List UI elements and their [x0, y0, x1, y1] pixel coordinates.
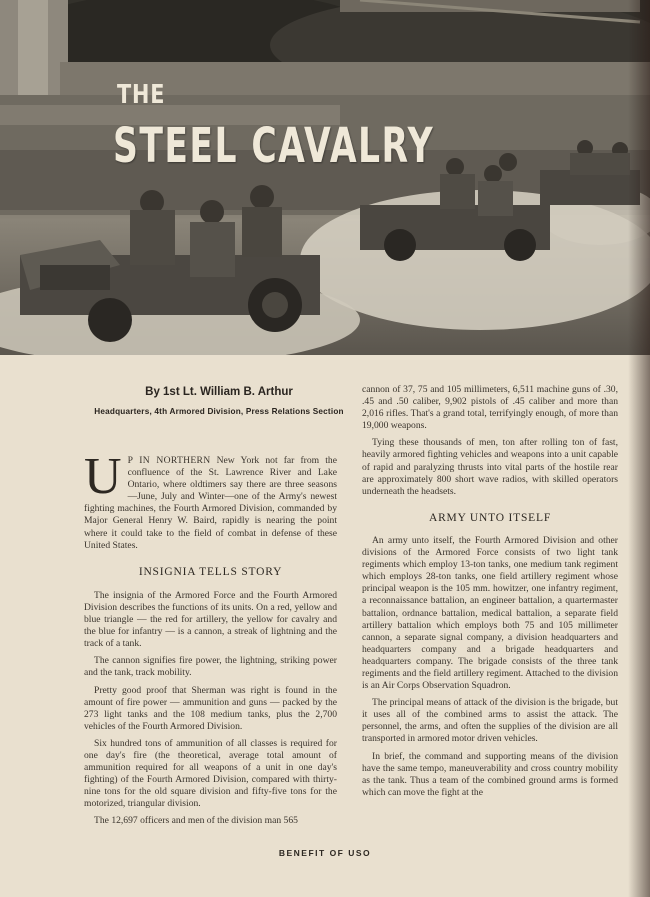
paragraph: In brief, the command and supporting means of the division have the same tempo, maneuverability and cross country mobility as the tank. Thus a team of the combined ground arms is formed which can move the fight at the	[362, 750, 618, 798]
title-small: THE	[117, 80, 166, 110]
page-footer: BENEFIT OF USO	[278, 848, 372, 858]
paragraph: Tying these thousands of men, ton after rolling ton of fast, heavily armored fighting vehicles and weapons into a unit capable of rapid and paralyzing thrusts into vital parts of the hostile rear are approximately 800 short wave radios, with skilled operators underneath the headsets.	[362, 437, 618, 497]
section-heading-army: ARMY UNTO ITSELF	[428, 511, 552, 524]
jeeps-river-photo	[0, 0, 650, 355]
byline	[86, 386, 352, 416]
header-photo	[0, 0, 650, 355]
paragraph: The cannon signifies fire power, the lightning, striking power and the tank, track mobility.	[84, 655, 337, 679]
section-heading-insignia: INSIGNIA TELLS STORY	[138, 565, 283, 578]
paragraph: Six hundred tons of ammunition of all classes is required for one day's fire (the theoretical, average total amount of ammunition required for all weapons of a unit in one day's fighting) of the Fourth Armored Division, compared with thirty-nine tons for the old square division and fifty-five tons for the motorized, triangular division.	[84, 737, 337, 810]
paragraph: The insignia of the Armored Force and the Fourth Armored Division describes the functions of its units. On a red, yellow and blue triangle — the red for artillery, the yellow for cavalry and the blue for infantry — is a cannon, a streak of lightning and the track of a tank.	[84, 589, 337, 650]
paragraph: cannon of 37, 75 and 105 millimeters, 6,511 machine guns of .30, .45 and .50 caliber, 9,902 pistols of .45 caliber and more than 2,016 rifles. That's a grand total, terrifyingly enough, of more than 19,000 weapons.	[362, 384, 618, 432]
lead-caps: P IN NORTHERN	[127, 455, 211, 466]
paragraph: The principal means of attack of the division is the brigade, but it uses all of the combined arms to assist the attack. The personnel, the arms, and often the supplies of the division are all transported in armored motor driven vehicles.	[362, 697, 618, 745]
dropcap: U	[84, 448, 122, 505]
page-edge-shadow	[628, 0, 650, 897]
affiliation: Headquarters, 4th Armored Division, Press Relations Section	[94, 407, 344, 416]
lead-text: New York not far from the confluence of the St. Lawrence River and Lake Ontario, where oldtimers say there are three seasons—June, July and Winter—one of the Army's newest fighting machines, the Fourth Armored Division, commanded by Major General Henry W. Baird, rapidly is nearing the point where it could take to the field of combat in defense of these United States.	[84, 455, 337, 551]
paragraph: An army unto itself, the Fourth Armored Division and other divisions of the Armored Force consists of two light tank regiments which employ 13-ton tanks, one medium tank regiment which employs 28-ton tanks, one field artillery regiment whose principal weapon is the 105 mm. howitzer, one infantry regiment, a reconnaissance battalion, an engineer battalion, a quartermaster battalion, ordnance battalion, medical battalion, a separate field artillery battalion which employs both 75 and 105 millimeter cannon, a separate signal company, a division headquarters and headquarters company and a brigade headquarters and headquarters company. The brigade consists of the three tank regiments and the field artillery regiment. Attached to the division is an Air Corps Observation Squadron.	[362, 534, 618, 692]
author: By 1st Lt. William B. Arthur	[145, 386, 293, 398]
page-title: STEEL CAVALRY	[113, 118, 435, 174]
paragraph: The 12,697 officers and men of the division man 565	[94, 815, 298, 827]
article-column-left	[84, 448, 337, 833]
article-column-right	[362, 384, 618, 804]
lead-paragraph	[84, 448, 337, 552]
paragraph: Pretty good proof that Sherman was right is found in the amount of fire power — ammunition and guns — packed by the 273 light tanks and the 108 medium tanks, plus the 2,700 vehicles of the Fourth Armored Division.	[84, 684, 337, 732]
